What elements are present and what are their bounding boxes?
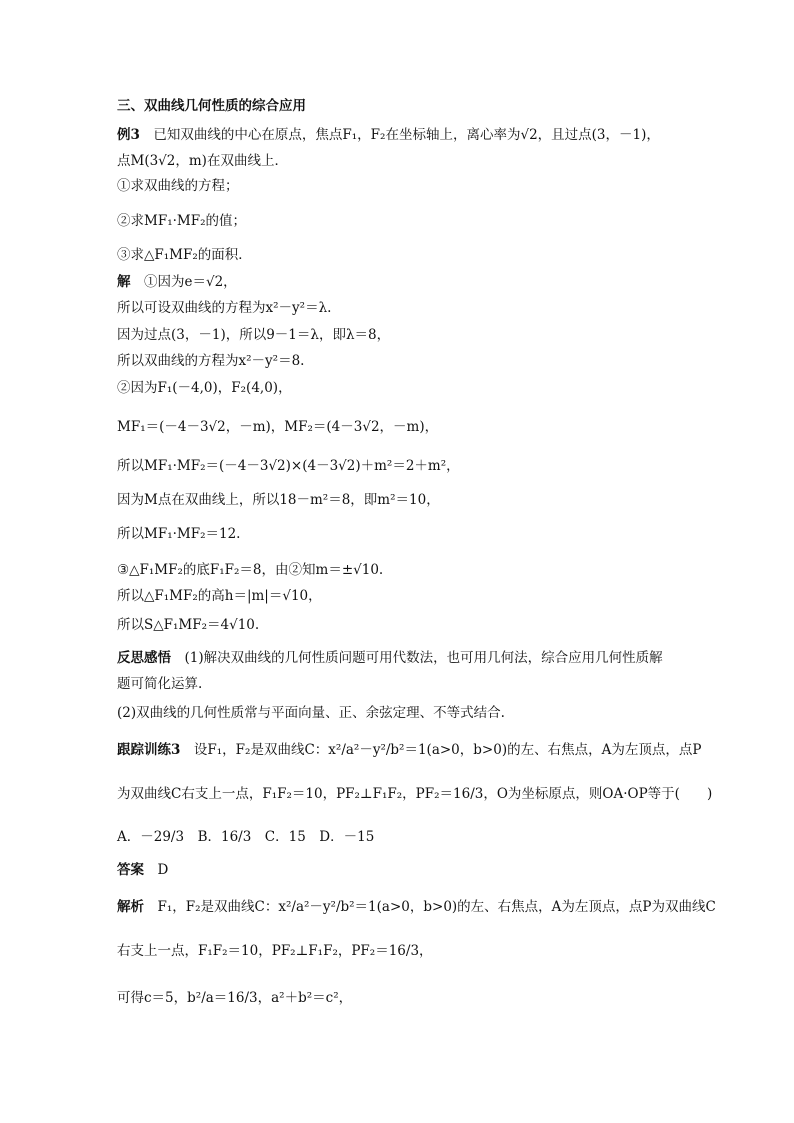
solution-line-11: 所以△F₁MF₂的高h＝|m|＝√10， [117, 588, 322, 604]
solution-line-2: 所以可设双曲线的方程为x²－y²＝λ. [117, 300, 332, 316]
solution-line-9: 所以MF₁·MF₂＝12. [117, 526, 241, 542]
solution-line-7: 所以MF₁·MF₂＝(－4－3√2)×(4－3√2)＋m²＝2＋m²， [117, 458, 460, 474]
solution-line-1: 解 ①因为e＝√2， [117, 274, 237, 290]
answer-line: 答案 D [117, 862, 169, 878]
reflection-line-1: 反思感悟 (1)解决双曲线的几何性质问题可用代数法，也可用几何法，综合应用几何性质解 [117, 650, 663, 666]
solution-line-6: MF₁＝(－4－3√2，－m)，MF₂＝(4－3√2，－m)， [117, 419, 439, 435]
solution-line-10: ③△F₁MF₂的底F₁F₂＝8，由②知m＝±√10. [117, 562, 384, 578]
question-2: ②求MF₁·MF₂的值； [117, 213, 246, 229]
question-1: ①求双曲线的方程； [117, 178, 239, 194]
solution-line-4: 所以双曲线的方程为x²－y²＝8. [117, 353, 305, 369]
solution-line-12: 所以S△F₁MF₂＝4√10. [117, 617, 260, 633]
solution-line-8: 因为M点在双曲线上，所以18－m²＝8，即m²＝10， [117, 492, 440, 508]
analysis-line-2: 右支上一点，F₁F₂＝10，PF₂⊥F₁F₂，PF₂＝16/3， [117, 943, 433, 959]
reflection-line-2: 题可简化运算. [117, 676, 203, 692]
example-text-2: 点M(3√2，m)在双曲线上． [117, 153, 288, 169]
analysis-line-3: 可得c＝5，b²/a＝16/3，a²＋b²＝c²， [117, 990, 353, 1006]
reflection-line-3: (2)双曲线的几何性质常与平面向量、正、余弦定理、不等式结合. [117, 705, 505, 721]
practice-line-1: 跟踪训练3 设F₁，F₂是双曲线C：x²/a²－y²/b²＝1(a>0，b>0)的左、右焦点，A为左顶点，点P [117, 742, 702, 758]
question-3: ③求△F₁MF₂的面积． [117, 247, 252, 263]
analysis-line-1: 解析 F₁，F₂是双曲线C：x²/a²－y²/b²＝1(a>0，b>0)的左、右焦点，A为左顶点，点P为双曲线C [117, 899, 716, 915]
practice-line-2: 为双曲线C右支上一点，F₁F₂＝10，PF₂⊥F₁F₂，PF₂＝16/3，O为坐标原点，则OA·OP等于( ) [117, 786, 713, 802]
section-heading: 三、双曲线几何性质的综合应用 [117, 98, 306, 114]
example-text-1: 例3 已知双曲线的中心在原点，焦点F₁，F₂在坐标轴上，离心率为√2，且过点(3，－1)， [117, 127, 660, 143]
solution-line-3: 因为过点(3，－1)，所以9－1＝λ，即λ＝8， [117, 327, 391, 343]
solution-line-5: ②因为F₁(－4,0)，F₂(4,0)， [117, 380, 292, 396]
practice-options: A．－29/3 B．16/3 C．15 D．－15 [117, 829, 375, 845]
